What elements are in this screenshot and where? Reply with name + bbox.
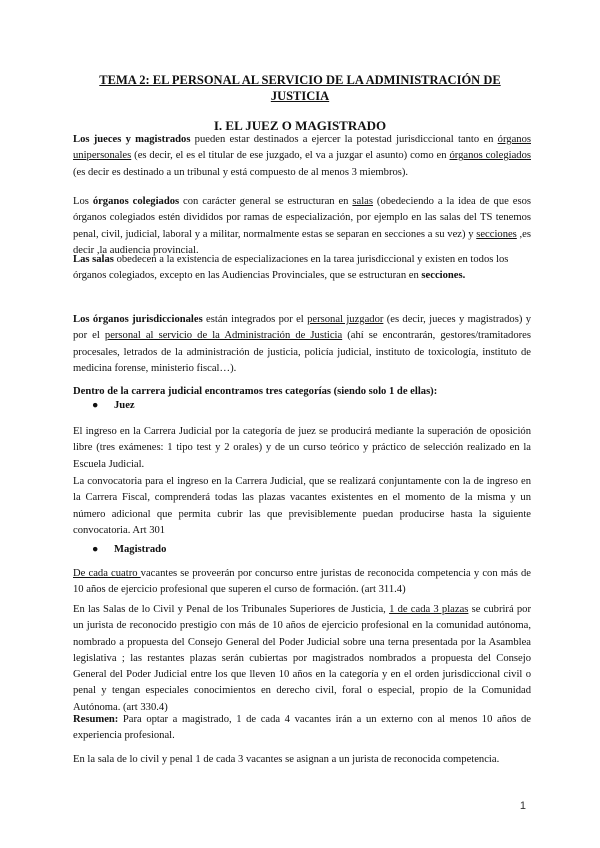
paragraph-salas: Las salas obedecen a la existencia de especializaciones en la tarea jurisdiccional y existen en todos los órganos colegiados, excepto en las Audiencias Provinciales, que se estructuran en secciones.	[73, 254, 509, 282]
document-title: TEMA 2: EL PERSONAL AL SERVICIO DE LA ADMINISTRACIÓN DE JUSTICIA	[99, 73, 501, 103]
bullet-icon: ●	[92, 544, 99, 555]
paragraph-salas-civil-penal: En las Salas de lo Civil y Penal de los Tribunales Superiores de Justicia, 1 de cada 3 plazas se cubrirá por un jurista de reconocido prestigio con más de 10 años de ejercicio profesional en la comunidad autónoma, nombrado a propuesta del Consejo General del Poder Judicial sobre una terna presentada por la Asamblea legislativa ; las restantes plazas serán cubiertas por magistrados nombrados a propuesta del Consejo General del Poder Judicial entre los que lleven 10 años en la categoría y en el orden jurisdiccional civil o penal y tengan especiales conocimientos en derecho civil, foral o especial, propio de la Comunidad Autónoma. (art 330.4)	[73, 604, 532, 713]
paragraph-jueces: Los jueces y magistrados pueden estar destinados a ejercer la potestad jurisdiccional tanto en órganos unipersonales (es decir, el es el titular de ese juzgado, el va a juzgar el asunto) como en órganos colegiados (es decir es destinado a un tribunal y está compuesto de al menos 3 miembros).	[73, 134, 531, 178]
bullet-magistrado: ● Magistrado	[92, 544, 167, 555]
paragraph-ingreso-juez: El ingreso en la Carrera Judicial por la categoría de juez se producirá mediante la superación de oposición libre (tres exámenes: 1 tipo test y 2 orales) y de un curso teórico y práctico de selección realizado en la Escuela Judicial.	[73, 426, 531, 470]
paragraph-sala-civil-penal: En la sala de lo civil y penal 1 de cada 3 vacantes se asignan a un jurista de reconocida competencia.	[73, 754, 500, 765]
page-number: 1	[519, 800, 526, 812]
bullet-juez: ● Juez	[92, 400, 135, 411]
paragraph-convocatoria: La convocatoria para el ingreso en la Carrera Judicial, que se realizará conjuntamente con la de ingreso en la Carrera Fiscal, comprenderá todas las plazas vacantes existentes en el momento de la misma y un número adicional que permita cubrir las que previsiblemente puedan producirse hasta la siguiente convocatoria. Art 301	[73, 476, 531, 536]
paragraph-cada-cuatro: De cada cuatro vacantes se proveerán por concurso entre juristas de reconocida competencia y con más de 10 años de ejercicio profesional que superen el curso de formación. (art 311.4)	[73, 568, 532, 596]
paragraph-organos-jurisdiccionales: Los órganos jurisdiccionales están integrados por el personal juzgador (es decir, jueces y magistrados) y por el personal al servicio de la Administración de Justicia (ahí se encontrarán, gestores/tramitadores procesales, letrados de la administración de justicia, policía judicial, instituto de toxicología, instituto de medicina forense, ministerio fiscal…).	[73, 314, 531, 374]
paragraph-organos-colegiados: Los órganos colegiados con carácter general se estructuran en salas (obedeciendo a la idea de que esos órganos colegiados estén divididos por ramas de especialización, por ejemplo en las salas del TS tenemos penal, civil, judicial, laboral y a militar, normalmente estas se separan en secciones a su vez) y secciones ,es decir ,la audiencia provincial.	[73, 196, 531, 256]
section-heading: I. EL JUEZ O MAGISTRADO	[213, 118, 387, 133]
categories-heading: Dentro de la carrera judicial encontramos tres categorías (siendo solo 1 de ellas):	[73, 386, 438, 397]
bullet-icon: ●	[92, 400, 99, 411]
paragraph-resumen: Resumen: Para optar a magistrado, 1 de cada 4 vacantes irán a un externo con al menos 10 años de experiencia profesional.	[73, 714, 531, 742]
